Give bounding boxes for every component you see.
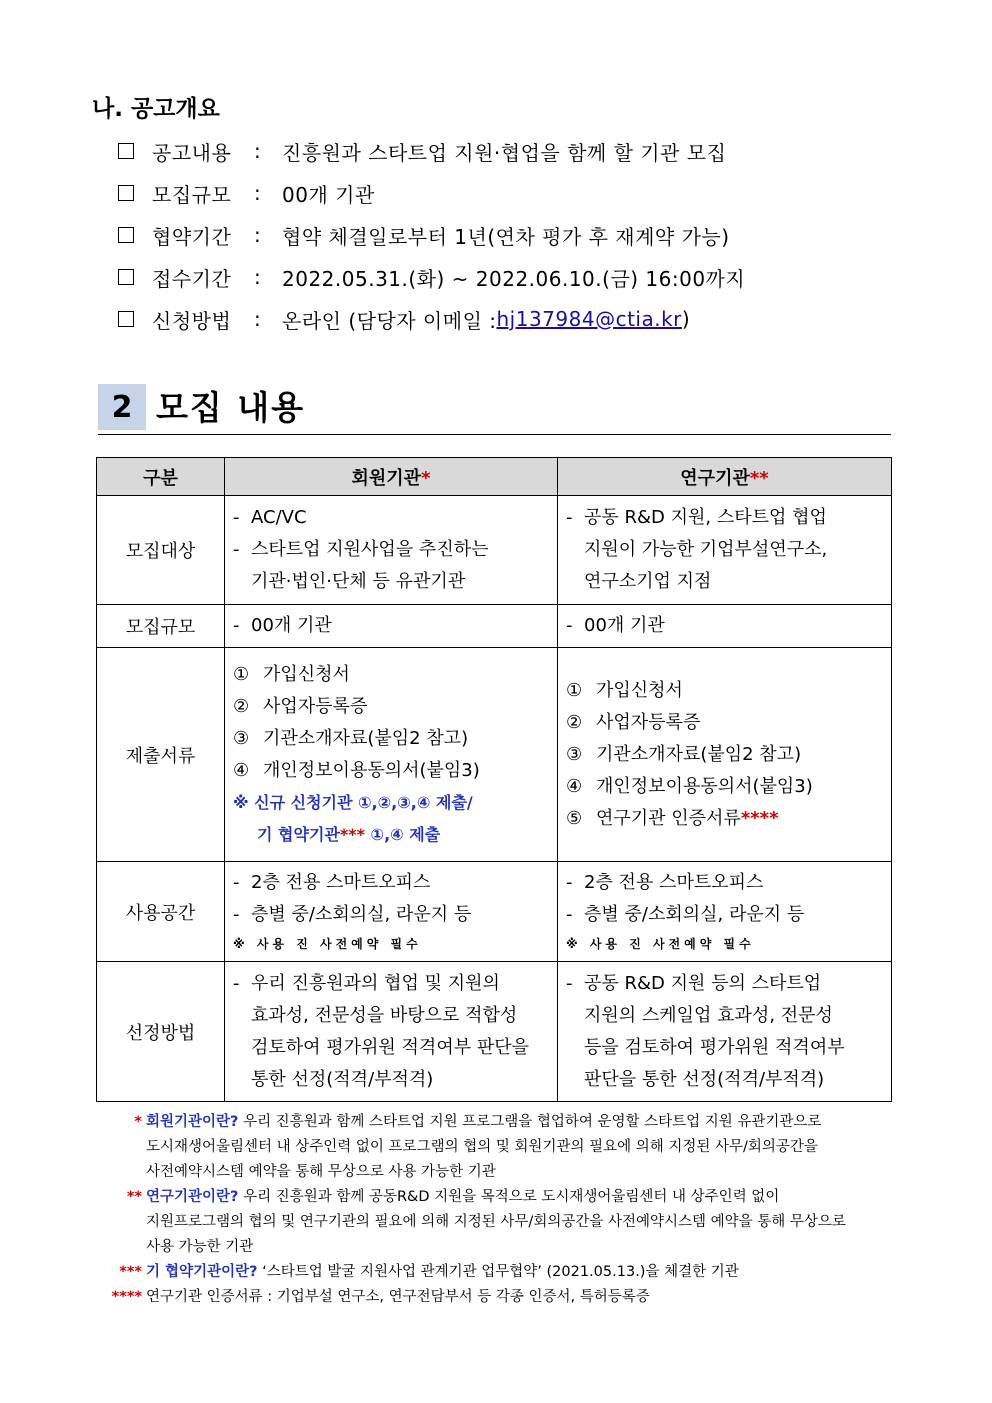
list-item-cont: 통한 선정(적격/부적격) [251,1068,434,1090]
row-label: 모집규모 [97,605,225,648]
list-item-cont: 검토하여 평가위원 적격여부 판단을 [251,1036,529,1058]
checkbox-square-icon [118,269,134,285]
item-label: 공고내용 [152,140,232,165]
email-link[interactable]: hj137984@ctia.kr [496,307,682,331]
footnote-term: 기 협약기관이란? [146,1264,258,1280]
doc-item: ⑤ 연구기관 인증서류**** [566,807,779,829]
footnote [100,1285,890,1310]
footnote: * 회원기관이란? 우리 진흥원과 함께 스타트업 지원 프로그램을 협업하여 운영할 스타트업 지원 유관기관으로 도시재생어울림센터 내 상주인력 없이 프로그램의 협의 및 회원기관의 필요에 의해 지정된 사무/회의공간을 사전예약시스템 예약을 통해 무상으로 사용 가능한 기관 [100,1110,890,1185]
list-item-cont: 지원의 스케일업 효과성, 전문성 [584,1004,833,1026]
checkbox-square-icon [118,185,134,201]
section-title: 모집 내용 [156,388,306,427]
cell-research [558,862,892,962]
list-item: - AC/VC [233,507,307,528]
cell-research [558,496,892,605]
overview-item [118,256,745,298]
cell-member [225,962,558,1102]
footnote-mark: *** [119,1264,142,1280]
apply-suffix: ) [681,307,691,331]
doc-item: ① 가입신청서 [566,679,683,701]
footnote-line: 사용 가능한 기관 [146,1239,254,1255]
table-header-row [97,458,892,496]
doc-item: ③ 기관소개자료(붙임2 참고) [566,743,802,765]
list-item: - 층별 중/소회의실, 라운지 등 [566,903,805,925]
overview-list [118,130,745,340]
cell-member [225,605,558,648]
footnote: ** 연구기관이란? 우리 진흥원과 함께 공동R&D 지원을 목적으로 도시재생어울림센터 내 상주인력 없이 지원프로그램의 협의 및 연구기관의 필요에 의해 지정된 사무/회의공간을 사전예약시스템 예약을 통해 무상으로 사용 가능한 기관 [100,1185,890,1260]
doc-item: ④ 개인정보이용동의서(붙임3) [233,759,480,781]
colon: : [254,139,262,163]
doc-item: ② 사업자등록증 [566,711,701,733]
section-number: 2 [98,384,146,430]
checkbox-square-icon [118,143,134,159]
item-label: 모집규모 [152,182,232,207]
checkbox-square-icon [118,311,134,327]
doc-item: ③ 기관소개자료(붙임2 참고) [233,727,469,749]
list-item-cont: 판단을 통한 선정(적격/부적격) [584,1068,825,1090]
list-item-cont: 기관·법인·단체 등 유관기관 [251,571,466,592]
header-member-label: 회원기관 [351,467,422,489]
item-label: 접수기간 [152,266,232,291]
row-label: 모집대상 [97,496,225,605]
table-row [97,962,892,1102]
footnote-term: 연구기관이란? [146,1189,239,1205]
header-category: 구분 [97,458,225,496]
overview-title: 나. 공고개요 [92,96,220,122]
cell-research [558,962,892,1102]
list-item-cont: 등을 검토하여 평가위원 적격여부 [584,1036,845,1058]
footnote-line: 사전예약시스템 예약을 통해 무상으로 사용 가능한 기관 [146,1164,496,1180]
header-member [225,458,558,496]
footnote-mark: **** [111,1289,142,1305]
list-item: - 2층 전용 스마트오피스 [233,871,431,893]
list-item: - 층별 중/소회의실, 라운지 등 [233,903,472,925]
cell-member [225,496,558,605]
doc-item: ② 사업자등록증 [233,695,368,717]
footnotes [100,1110,890,1310]
list-item-cont: 지원이 가능한 기업부설연구소, [584,539,828,560]
colon: : [254,223,262,247]
cell-research [558,605,892,648]
row-label: 사용공간 [97,862,225,962]
cell-member [225,648,558,862]
overview-item [118,214,745,256]
item-label: 협약기간 [152,224,232,249]
table-row [97,605,892,648]
row-label: 선정방법 [97,962,225,1102]
row-label: 제출서류 [97,648,225,862]
list-item: - 공동 R&D 지원 등의 스타트업 [566,972,822,994]
colon: : [254,307,262,331]
doc-item: ④ 개인정보이용동의서(붙임3) [566,775,813,797]
space-note: ※ 사용 진 사전예약 필수 [233,936,422,951]
item-value: 협약 체결일로부터 1년(연차 평가 후 재계약 가능) [282,224,730,249]
cell-member [225,862,558,962]
list-item-cont: 연구소기업 지점 [584,571,712,592]
colon: : [254,265,262,289]
colon: : [254,181,262,205]
list-item: - 스타트업 지원사업을 추진하는 [233,539,489,560]
header-research-label: 연구기관 [680,467,750,489]
footnote-mark: ** [126,1189,142,1205]
cell-research [558,648,892,862]
recruitment-table [96,457,892,1102]
list-item: - 공동 R&D 지원, 스타트업 협업 [566,507,827,528]
footnote-term: 회원기관이란? [146,1114,239,1130]
list-item: - 우리 진흥원과의 협업 및 지원의 [233,972,500,994]
item-label: 신청방법 [152,308,232,333]
apply-prefix: 온라인 (담당자 이메일 : [282,308,497,333]
list-item: - 00개 기관 [233,615,332,636]
footnote-line: 도시재생어울림센터 내 상주인력 없이 프로그램의 협의 및 회원기관의 필요에 의해 지정된 사무/회의공간을 [146,1139,818,1155]
doc-item: ① 가입신청서 [233,663,350,685]
table-row [97,496,892,605]
footnote: *** 기 협약기관이란? ‘스타트업 발굴 지원사업 관계기관 업무협약’ (2021.05.13.)을 체결한 기관 [100,1260,890,1285]
member-docs-note2: 기 협약기관*** ①,④ 제출 [257,824,441,844]
section2-header [98,384,891,435]
footnote-mark: * [134,1114,142,1130]
overview-item [118,130,745,172]
header-research [558,458,892,496]
item-value: 00개 기관 [282,182,375,207]
table-row [97,648,892,862]
footnote-line: 연구기관 인증서류 : 기업부설 연구소, 연구전담부서 등 각종 인증서, 특허등록증 [146,1289,650,1305]
table-row [97,862,892,962]
item-value: 2022.05.31.(화) ~ 2022.06.10.(금) 16:00까지 [282,266,746,291]
footnote-mark: * [421,467,431,489]
list-item: - 2층 전용 스마트오피스 [566,871,764,893]
item-value: 진흥원과 스타트업 지원·협업을 함께 할 기관 모집 [282,140,727,165]
member-docs-note: ※ 신규 신청기관 ①,②,③,④ 제출/ [233,792,473,812]
overview-item [118,172,745,214]
footnote-line: 지원프로그램의 협의 및 연구기관의 필요에 의해 지정된 사무/회의공간을 사전예약시스템 예약을 통해 무상으로 [146,1214,846,1230]
list-item-cont: 효과성, 전문성을 바탕으로 적합성 [251,1004,518,1026]
space-note: ※ 사용 진 사전예약 필수 [566,936,755,951]
checkbox-square-icon [118,227,134,243]
list-item: - 00개 기관 [566,615,665,636]
overview-item-apply [118,298,745,340]
footnote-mark: ** [749,467,769,489]
